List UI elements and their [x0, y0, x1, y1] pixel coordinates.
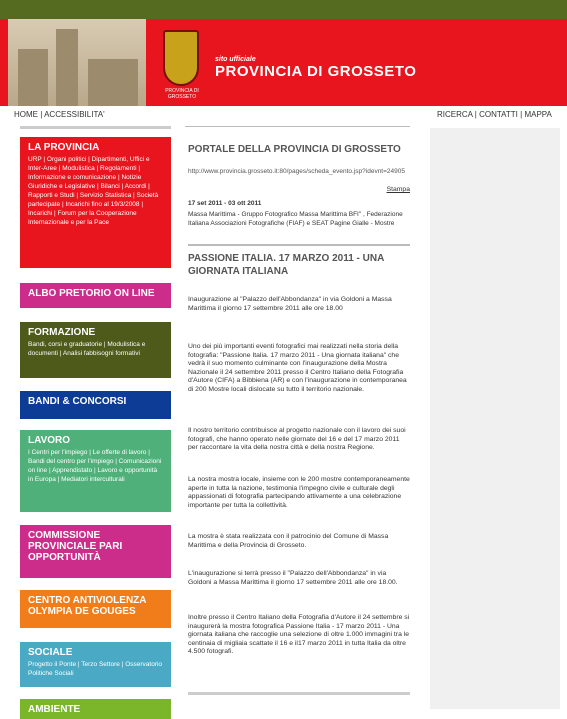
section-albo[interactable]: ALBO PRETORIO ON LINE [20, 283, 171, 308]
paragraph: La nostra mostra locale, insieme con le 200 mostre contemporaneamente aperte in tutta la nazione, testimonia l'impegno civile e culturale degli appassionati di fotografia partecipando attivamente a una celebrazione importante per tutta la collettività. [188, 476, 410, 509]
section-links[interactable]: I Centri per l'impiego | Le offerte di lavoro | Bandi del centro per l'impiego | Comunicazioni on line | Apprendistato | Lavoro e opportunità in Europa | Mediatori interculturali [28, 449, 162, 483]
section-links[interactable]: URP | Organi politici | Dipartimenti, Uffici e Inter-Aree | Modulistica | Regolamenti | Informazione e comunicazione | Notizie Giuridiche e Legislative | Bilanci | Accordi | Rapporti e Studi | Servizio Statistica | Società partecipate | Incarichi fino al 19/3/2008 | Incarichi | Forum per la Cooperazione Internazionale e per la Pace [28, 156, 159, 226]
paragraph: Uno dei più importanti eventi fotografici mai realizzati nella storia della fotografia: "Passione Italia. 17 marzo 2011 - Una giornata italiana" che vedrà il suo momento culminante con l'inaugurazione della Mostra Nazionale il 24 settembre 2011 presso il Centro Italiano della Fotografia d'Autore (CIFA) a Bibbiena (AR) e con l'inaugurazione in contemporanea di 200 Mostre locali dislocate su tutto il territorio nazionale. [188, 343, 407, 393]
section-la-provincia[interactable]: LA PROVINCIA URP | Organi politici | Dipartimenti, Uffici e Inter-Aree | Modulistica | Regolamenti | Informazione e comunicazione | Notizie Giuridiche e Legislative | Bilanci | Accordi | Rapporti e Studi | Servizio Statistica | Società partecipate | Incarichi fino al 19/3/2008 | Incarichi | Forum per la Cooperazione Internazionale e per la Pace [20, 137, 171, 268]
section-lavoro[interactable]: LAVORO I Centri per l'impiego | Le offerte di lavoro | Bandi del centro per l'impiego | Comunicazioni on line | Apprendistato | Lavoro e opportunità in Europa | Mediatori interculturali [20, 430, 171, 512]
footer-rule [188, 692, 410, 695]
site-title[interactable]: PROVINCIA DI GROSSETO [215, 63, 417, 80]
print-link[interactable]: Stampa [386, 186, 410, 193]
crest-logo[interactable] [163, 30, 199, 86]
section-pari-opportunita[interactable]: COMMISSIONE PROVINCIALE PARI OPPORTUNITÀ [20, 525, 171, 578]
section-sociale[interactable]: SOCIALE Progetto il Ponte | Terzo Settore | Osservatorio Politiche Sociali [20, 642, 171, 687]
paragraph: L'inaugurazione si terrà presso il "Palazzo dell'Abbondanza" in via Goldoni a Massa Marittima il giorno 17 settembre 2011 alle ore 18.00. [188, 570, 398, 586]
nav-map-link[interactable]: MAPPA [524, 110, 552, 119]
sidebar-rule [20, 126, 171, 129]
event-rule [188, 244, 410, 246]
section-formazione[interactable]: FORMAZIONE Bandi, corsi e graduatorie | Modulistica e documenti | Analisi fabbisogni formativi [20, 322, 171, 378]
portal-title: PORTALE DELLA PROVINCIA DI GROSSETO [188, 144, 401, 155]
site-subtitle: sito ufficiale [215, 56, 256, 63]
paragraph: Il nostro territorio contribuisce al progetto nazionale con il lavoro dei suoi fotografi, che hanno operato nelle giornate del 16 e del 17 marzo 2011 per raccontare la vita della nostra città e della nostra Regione. [188, 427, 406, 451]
nav-accessibility-link[interactable]: ACCESSIBILITA' [44, 110, 105, 119]
nav-home-link[interactable]: HOME [14, 110, 38, 119]
main-rule [185, 126, 410, 127]
nav-right: RICERCA | CONTATTI | MAPPA [437, 110, 552, 119]
crest-caption: PROVINCIA DI GROSSETO [165, 88, 199, 100]
paragraph: Inoltre presso il Centro Italiano della Fotografia d'Autore il 24 settembre si inaugurerà la mostra fotografica Passione Italia - 17 marzo 2011 - Una giornata italiana che raccoglie una selezione di oltre 1.000 immagini tra le centinaia di migliaia scattate il 16 e il17 marzo 2011 in tutta Italia da oltre 4.500 fotografi. [188, 614, 410, 655]
top-bar [0, 0, 567, 19]
nav-search-link[interactable]: RICERCA [437, 110, 473, 119]
section-antiviolenza[interactable]: CENTRO ANTIVIOLENZA OLYMPIA DE GOUGES [20, 590, 171, 628]
event-organizer: Massa Marittima - Gruppo Fotografico Massa Marittima BFI" , Federazione Italiana Associazioni Fotografiche (FIAF) e SEAT Pagine Gialle - Mostre [188, 211, 403, 227]
nav-left: HOME | ACCESSIBILITA' [14, 110, 105, 119]
section-bandi[interactable]: BANDI & CONCORSI [20, 391, 171, 419]
nav-contacts-link[interactable]: CONTATTI [479, 110, 518, 119]
right-column [430, 128, 560, 709]
event-title: PASSIONE ITALIA. 17 MARZO 2011 - UNA GIORNATA ITALIANA [188, 253, 384, 277]
paragraph: La mostra è stata realizzata con il patrocinio del Comune di Massa Marittima e della Provincia di Grosseto. [188, 533, 389, 549]
section-links[interactable]: Bandi, corsi e graduatorie | Modulistica e documenti | Analisi fabbisogni formativi [28, 341, 146, 357]
section-ambiente[interactable]: AMBIENTE [20, 699, 171, 719]
event-dates: 17 set 2011 - 03 ott 2011 [188, 200, 262, 207]
tower-photo [8, 19, 146, 106]
page-url: http://www.provincia.grosseto.it:80/pages/scheda_evento.jsp?idevnt=24905 [188, 168, 405, 175]
paragraph: Inaugurazione al "Palazzo dell'Abbondanza" in via Goldoni a Massa Marittima il giorno 17 settembre 2011 alle ore 18.00 [188, 296, 392, 312]
section-links[interactable]: Progetto il Ponte | Terzo Settore | Osservatorio Politiche Sociali [28, 661, 163, 677]
